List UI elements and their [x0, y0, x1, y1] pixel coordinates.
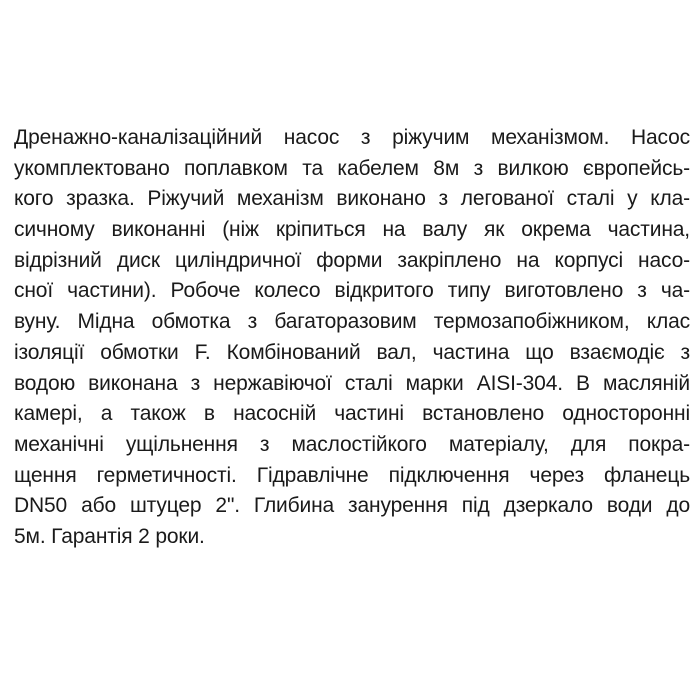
description-line: укомплектовано поплавком та кабелем 8м з вилкою європейсь-: [14, 156, 690, 180]
description-line: механічні ущільнення з маслостійкого матеріалу, для покра-: [14, 432, 690, 456]
description-line: щення герметичності. Гідравлічне підключення через фланець: [14, 463, 690, 487]
description-line: 5м. Гарантія 2 роки.: [14, 524, 205, 548]
description-line: сичному виконанні (ніж кріпиться на валу як окрема частина,: [14, 218, 690, 242]
description-line: камері, а також в насосній частині встановлено односторонні: [14, 402, 690, 426]
description-line: кого зразка. Ріжучий механізм виконано з легованої сталі у кла-: [14, 187, 690, 211]
description-line: вуну. Мідна обмотка з багаторазовим термозапобіжником, клас: [14, 310, 690, 334]
description-line: Дренажно-каналізаційний насос з ріжучим механізмом. Насос: [14, 126, 690, 149]
description-line: ізоляції обмотки F. Комбінований вал, частина що взаємодіє з: [14, 340, 690, 364]
product-description: [14, 123, 690, 553]
description-line: водою виконана з нержавіючої сталі марки AISI-304. В масляній: [14, 371, 690, 395]
description-line: відрізний диск циліндричної форми закріплено на корпусі насо-: [14, 248, 690, 272]
description-line: сної частини). Робоче колесо відкритого типу виготовлено з ча-: [14, 279, 690, 303]
description-line: DN50 або штуцер 2". Глибина занурення під дзеркало води до: [14, 494, 690, 518]
